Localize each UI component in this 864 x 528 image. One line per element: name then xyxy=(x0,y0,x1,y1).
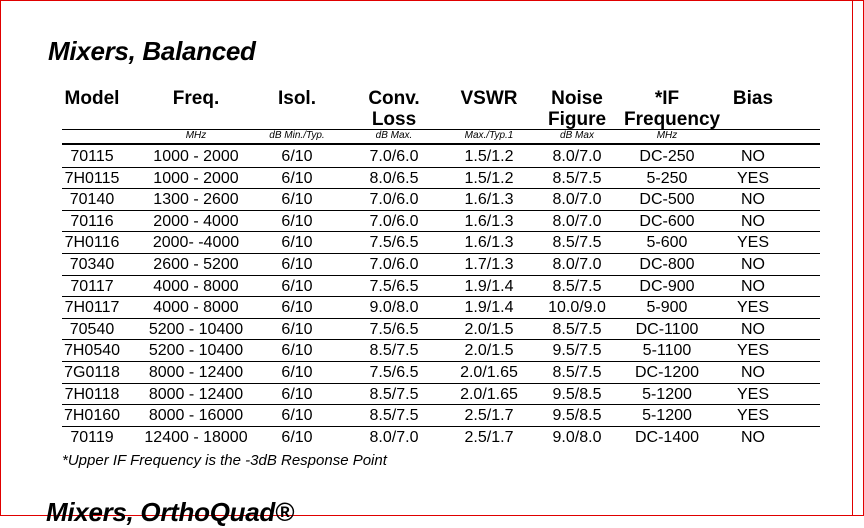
cell-model: 70340 xyxy=(69,256,115,273)
cell-conv: 7.5/6.5 xyxy=(369,277,419,295)
unit-conv: dB Max. xyxy=(375,130,413,141)
cell-noise: 8.5/7.5 xyxy=(552,277,602,295)
cell-isol: 6/10 xyxy=(281,212,313,230)
table-row xyxy=(0,168,864,190)
cell-isol: 6/10 xyxy=(281,320,313,338)
cell-isol: 6/10 xyxy=(281,407,313,425)
cell-model: 70119 xyxy=(70,428,114,446)
header-noise-line2: Figure xyxy=(547,109,607,130)
units-rule xyxy=(62,143,820,145)
cell-conv: 7.5/6.5 xyxy=(369,320,419,338)
cell-isol: 6/10 xyxy=(281,234,313,252)
cell-conv: 7.0/6.0 xyxy=(369,256,419,273)
table-row xyxy=(0,189,864,211)
header-bias: Bias xyxy=(732,88,774,109)
table-row xyxy=(0,427,864,449)
cell-bias: NO xyxy=(741,428,765,446)
cell-vswr: 1.9/1.4 xyxy=(464,277,514,295)
cell-noise: 9.0/8.0 xyxy=(552,428,602,446)
cell-noise: 9.5/8.5 xyxy=(552,385,602,403)
cell-vswr: 2.0/1.5 xyxy=(464,342,514,360)
cell-if: DC-800 xyxy=(639,256,695,273)
cell-noise: 8.5/7.5 xyxy=(552,169,602,187)
cell-freq: 4000 - 8000 xyxy=(153,299,239,317)
cell-if: DC-250 xyxy=(639,148,695,165)
cell-if: 5-900 xyxy=(646,299,688,317)
table-row xyxy=(0,232,864,254)
cell-noise: 8.5/7.5 xyxy=(552,234,602,252)
cell-if: 5-1200 xyxy=(642,385,692,403)
next-section-title: Mixers, OrthoQuad® xyxy=(46,497,294,527)
cell-model: 70540 xyxy=(69,320,115,338)
cell-bias: NO xyxy=(741,256,765,273)
cell-noise: 9.5/7.5 xyxy=(552,342,602,360)
table-row xyxy=(0,276,864,298)
cell-freq: 5200 - 10400 xyxy=(148,320,244,338)
table-row xyxy=(0,297,864,319)
cell-freq: 12400 - 18000 xyxy=(144,428,248,446)
cell-if: DC-1400 xyxy=(634,428,700,446)
table-row xyxy=(0,319,864,341)
cell-isol: 6/10 xyxy=(281,148,313,165)
cell-bias: NO xyxy=(741,148,765,165)
table-row xyxy=(0,254,864,276)
unit-vswr: Max./Typ.1 xyxy=(464,130,514,141)
cell-freq: 5200 - 10400 xyxy=(148,342,244,360)
cell-isol: 6/10 xyxy=(281,256,313,273)
cell-vswr: 2.0/1.65 xyxy=(460,385,518,403)
cell-model: 7H0116 xyxy=(64,234,120,252)
cell-if: DC-600 xyxy=(639,212,695,230)
header-if-line2: Frequency xyxy=(624,109,721,130)
cell-vswr: 1.6/1.3 xyxy=(464,234,514,252)
cell-if: DC-900 xyxy=(639,277,695,295)
cell-noise: 9.5/8.5 xyxy=(552,407,602,425)
cell-bias: NO xyxy=(741,320,765,338)
unit-if: MHz xyxy=(656,130,678,141)
cell-freq: 2600 - 5200 xyxy=(153,256,239,273)
cell-conv: 8.5/7.5 xyxy=(369,385,419,403)
unit-noise: dB Max xyxy=(560,130,594,141)
header-conv-line1: Conv. xyxy=(368,88,420,109)
unit-isol: dB Min./Typ. xyxy=(269,130,325,141)
section-title: Mixers, Balanced xyxy=(48,36,256,66)
cell-isol: 6/10 xyxy=(281,169,313,187)
cell-vswr: 2.0/1.65 xyxy=(460,364,518,381)
cell-isol: 6/10 xyxy=(281,299,313,317)
cell-model: 7H0160 xyxy=(63,407,121,425)
cell-model: 70140 xyxy=(69,191,115,209)
cell-noise: 8.5/7.5 xyxy=(552,320,602,338)
cell-freq: 1000 - 2000 xyxy=(153,169,239,187)
cell-isol: 6/10 xyxy=(281,364,313,381)
cell-model: 70117 xyxy=(70,277,114,295)
table-row xyxy=(0,211,864,233)
cell-model: 7G0118 xyxy=(64,364,120,381)
cell-if: 5-1200 xyxy=(642,407,692,425)
cell-model: 70115 xyxy=(70,148,114,165)
table-row xyxy=(0,340,864,362)
cell-vswr: 1.7/1.3 xyxy=(464,256,514,273)
table-row xyxy=(0,384,864,406)
cell-noise: 8.0/7.0 xyxy=(552,148,602,165)
cell-conv: 7.0/6.0 xyxy=(369,212,419,230)
cell-noise: 8.0/7.0 xyxy=(552,212,602,230)
cell-vswr: 1.9/1.4 xyxy=(464,299,514,317)
cell-conv: 8.5/7.5 xyxy=(369,407,419,425)
cell-if: DC-1100 xyxy=(635,320,699,338)
cell-bias: YES xyxy=(736,169,769,187)
table-row xyxy=(0,362,864,384)
cell-if: 5-250 xyxy=(646,169,688,187)
cell-model: 7H0118 xyxy=(64,385,120,403)
cell-noise: 8.5/7.5 xyxy=(552,364,602,381)
cell-freq: 8000 - 16000 xyxy=(148,407,244,425)
cell-bias: YES xyxy=(736,299,769,317)
cell-freq: 8000 - 12400 xyxy=(148,364,244,381)
cell-isol: 6/10 xyxy=(281,385,313,403)
cell-conv: 8.0/6.5 xyxy=(369,169,419,187)
footnote: *Upper IF Frequency is the -3dB Response Point xyxy=(62,452,387,469)
cell-noise: 8.0/7.0 xyxy=(552,191,602,209)
cell-vswr: 1.5/1.2 xyxy=(464,169,514,187)
cell-noise: 10.0/9.0 xyxy=(548,299,606,317)
cell-if: DC-1200 xyxy=(634,364,700,381)
cell-freq: 8000 - 12400 xyxy=(148,385,244,403)
header-isol: Isol. xyxy=(277,88,316,109)
cell-if: 5-1100 xyxy=(642,342,692,360)
cell-freq: 2000- -4000 xyxy=(152,234,240,252)
cell-vswr: 1.6/1.3 xyxy=(464,212,514,230)
cell-vswr: 2.0/1.5 xyxy=(464,320,514,338)
cell-conv: 8.5/7.5 xyxy=(369,342,419,360)
cell-bias: YES xyxy=(736,385,769,403)
header-if-line1: *IF xyxy=(654,88,680,109)
cell-model: 70116 xyxy=(70,212,114,230)
cell-model: 7H0540 xyxy=(63,342,121,360)
cell-vswr: 1.5/1.2 xyxy=(464,148,514,165)
cell-if: DC-500 xyxy=(639,191,695,209)
cell-bias: NO xyxy=(741,277,765,295)
cell-conv: 7.5/6.5 xyxy=(369,364,419,381)
cell-freq: 1300 - 2600 xyxy=(153,191,239,209)
cell-conv: 9.0/8.0 xyxy=(369,299,419,317)
cell-conv: 7.0/6.0 xyxy=(369,148,419,165)
table-row xyxy=(0,405,864,427)
cell-isol: 6/10 xyxy=(281,342,313,360)
cell-model: 7H0117 xyxy=(64,299,120,317)
cell-bias: NO xyxy=(741,364,765,381)
cell-conv: 7.0/6.0 xyxy=(369,191,419,209)
cell-vswr: 1.6/1.3 xyxy=(464,191,514,209)
header-conv-line2: Loss xyxy=(371,109,417,130)
header-model: Model xyxy=(64,88,120,109)
cell-conv: 8.0/7.0 xyxy=(369,428,419,446)
cell-bias: YES xyxy=(736,234,769,252)
cell-isol: 6/10 xyxy=(281,277,313,295)
cell-bias: NO xyxy=(741,212,765,230)
cell-isol: 6/10 xyxy=(281,428,313,446)
header-vswr: VSWR xyxy=(460,88,518,109)
cell-isol: 6/10 xyxy=(281,191,313,209)
cell-vswr: 2.5/1.7 xyxy=(464,407,514,425)
header-freq: Freq. xyxy=(172,88,220,109)
cell-conv: 7.5/6.5 xyxy=(369,234,419,252)
cell-freq: 4000 - 8000 xyxy=(153,277,239,295)
cell-if: 5-600 xyxy=(646,234,688,252)
cell-bias: NO xyxy=(741,191,765,209)
unit-freq: MHz xyxy=(185,130,207,141)
cell-freq: 2000 - 4000 xyxy=(153,212,239,230)
cell-model: 7H0115 xyxy=(64,169,120,187)
cell-freq: 1000 - 2000 xyxy=(153,148,239,165)
cell-noise: 8.0/7.0 xyxy=(552,256,602,273)
header-noise-line1: Noise xyxy=(551,88,603,109)
table-row xyxy=(0,146,864,168)
cell-bias: YES xyxy=(736,407,769,425)
cell-vswr: 2.5/1.7 xyxy=(464,428,514,446)
cell-bias: YES xyxy=(736,342,769,360)
